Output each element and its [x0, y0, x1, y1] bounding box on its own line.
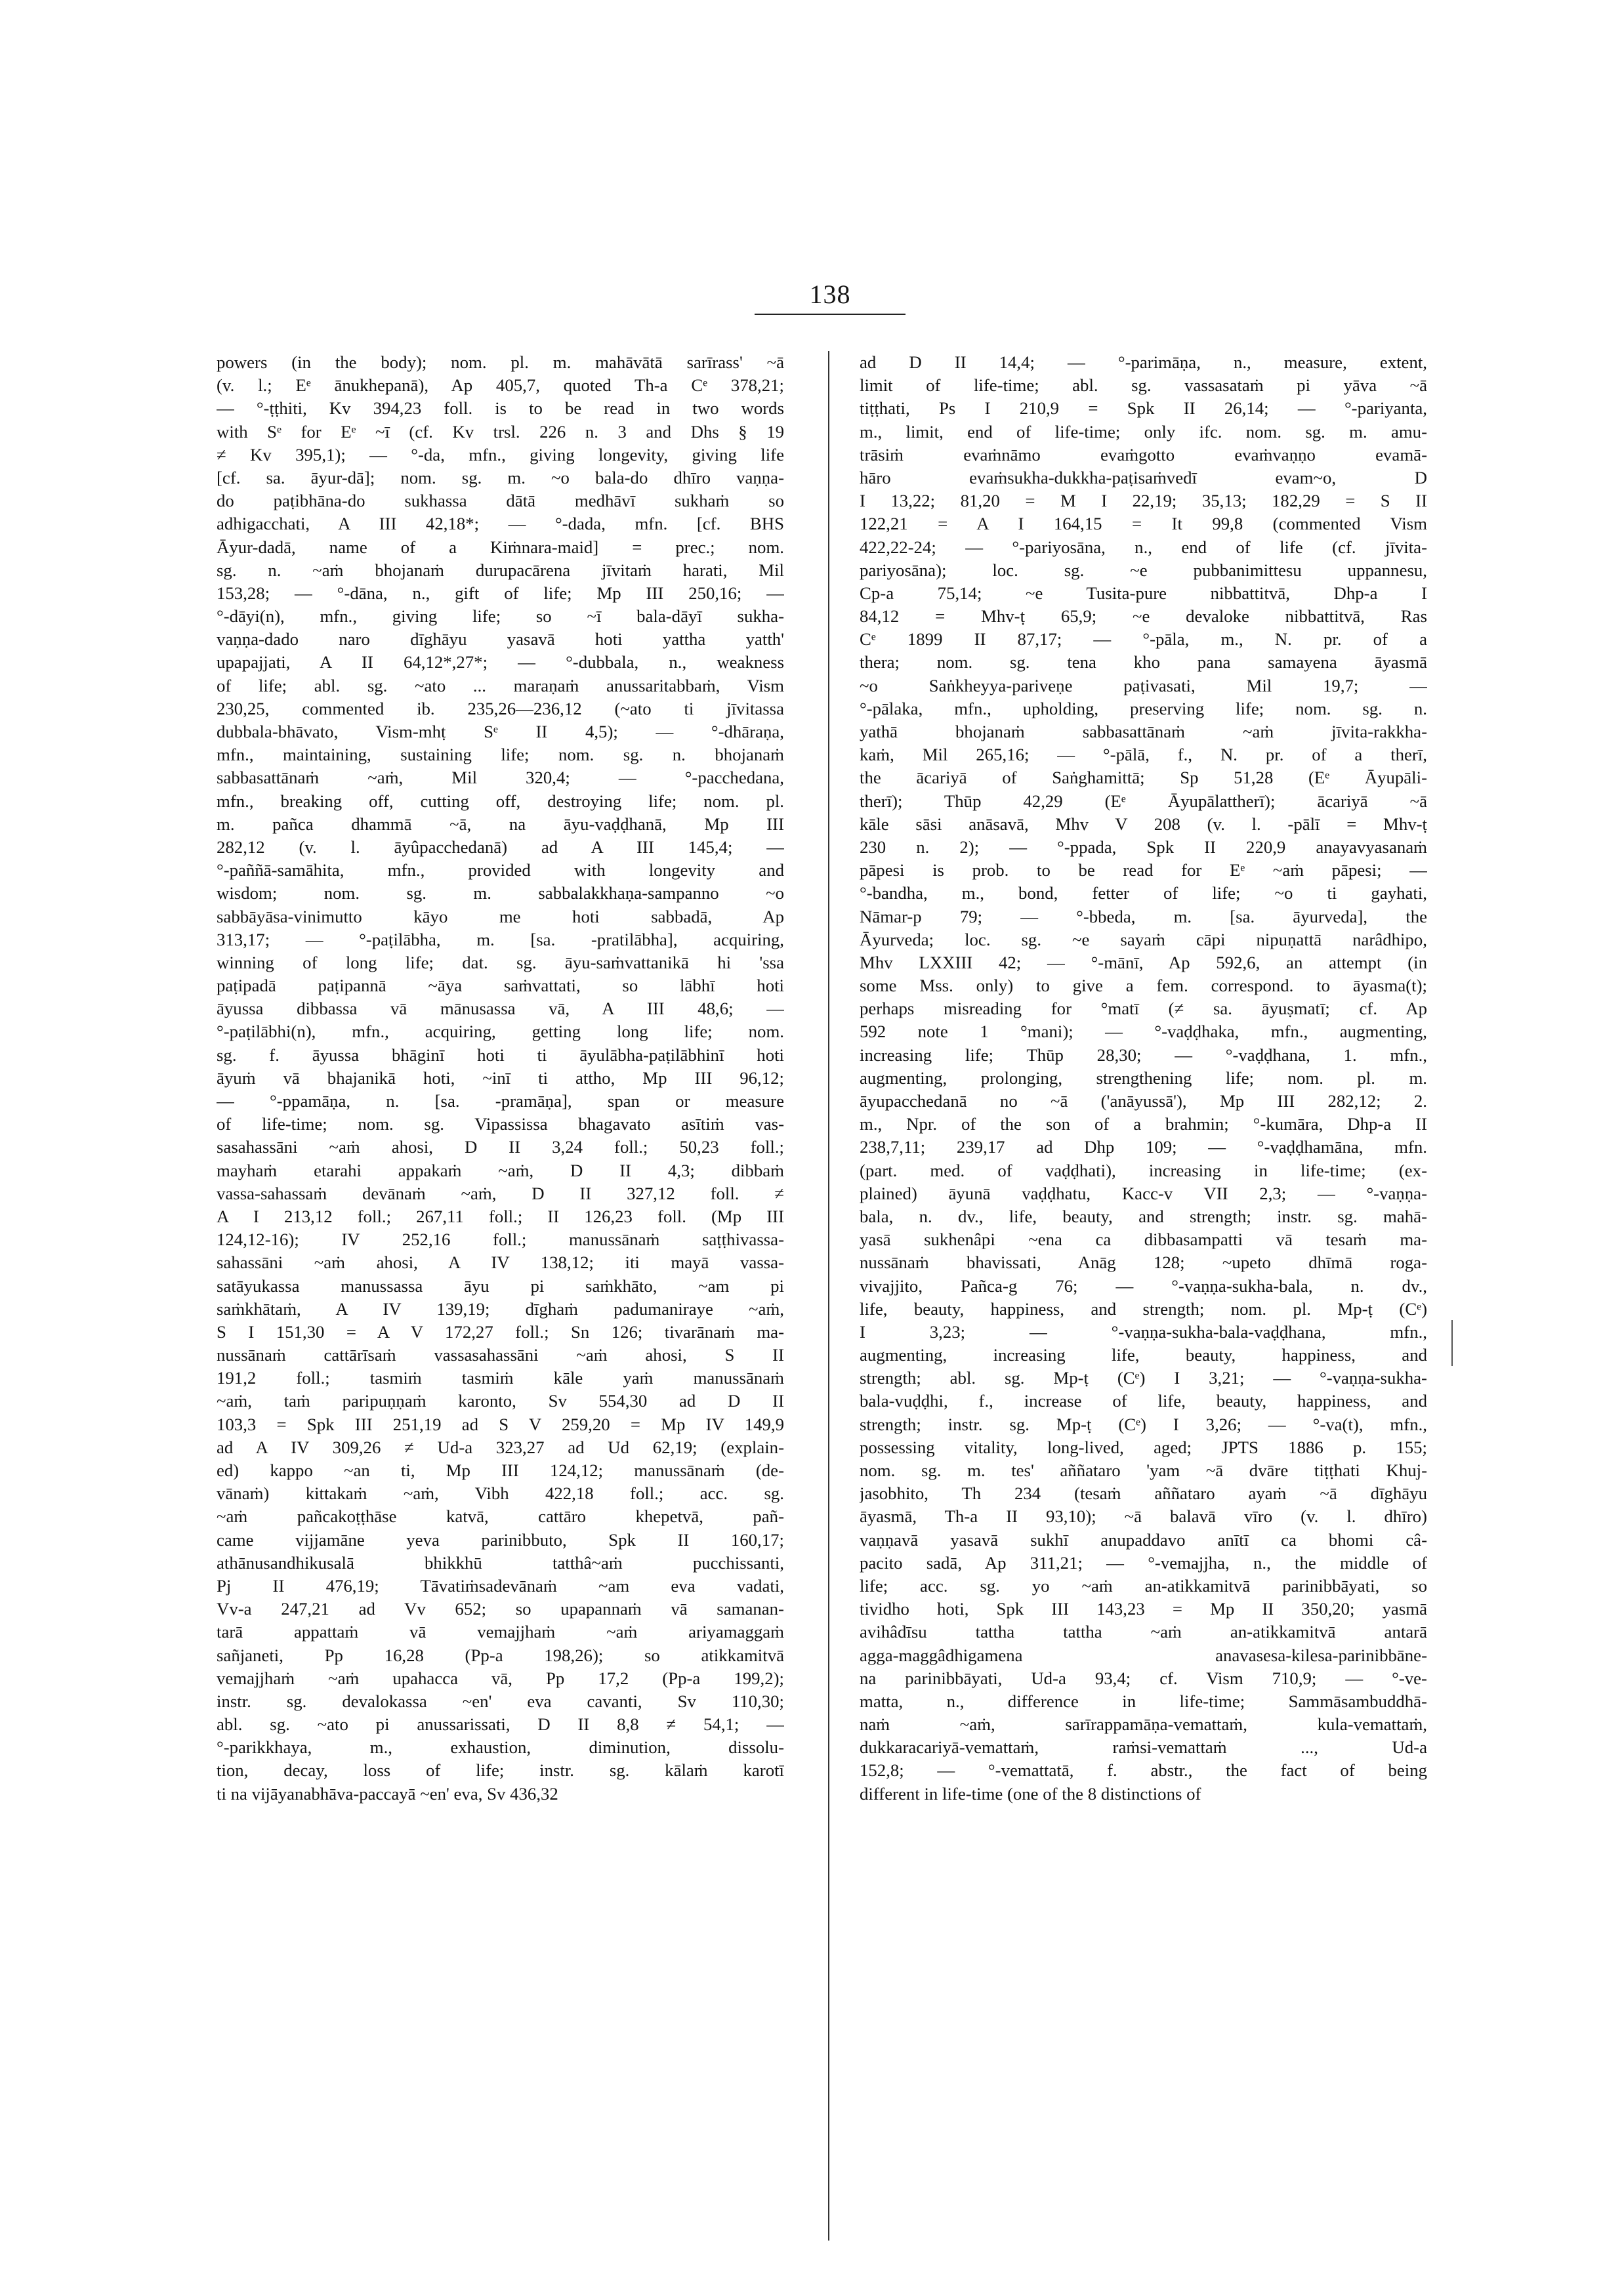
text-line: wisdom; nom. sg. m. sabbalakkhaṇa-sampanno ~o — [217, 883, 784, 903]
text-line: 230,25, commented ib. 235,26—236,12 (~ato ti jīvitassa — [217, 698, 784, 718]
text-line: sabbasattānaṁ ~aṁ, Mil 320,4; — °-pacchedana, — [217, 768, 784, 788]
text-line: (part. med. of vaḍḍhati), increasing in life-time; (ex- — [860, 1160, 1427, 1180]
text-line: of life; abl. sg. ~ato ... maraṇaṁ anussaritabbaṁ, Vism — [217, 675, 784, 695]
text-line: ad A IV 309,26 ≠ Ud-a 323,27 ad Ud 62,19; (explain- — [217, 1437, 784, 1457]
margin-mark — [1451, 1320, 1453, 1366]
text-line: 124,12-16); IV 252,16 foll.; manussānaṁ saṭṭhivassa- — [217, 1230, 784, 1250]
text-line: vemajjhaṁ ~aṁ upahacca vā, Pp 17,2 (Pp-a 199,2); — [217, 1668, 784, 1688]
text-line: 103,3 = Spk III 251,19 ad S V 259,20 = Mp IV 149,9 — [217, 1414, 784, 1434]
text-line: °-paññā-samāhita, mfn., provided with longevity and — [217, 860, 784, 880]
text-line: ~o Saṅkheyya-pariveṇe paṭivasati, Mil 19,7; — — [860, 675, 1427, 695]
text-line: tiṭṭhati, Ps I 210,9 = Spk II 26,14; — °-pariyanta, — [860, 398, 1427, 419]
text-line: pāpesi is prob. to be read for Eᵉ ~aṁ pāpesi; — — [860, 860, 1427, 880]
text-line: ~aṁ, taṁ paripuṇṇaṁ karonto, Sv 554,30 ad D II — [217, 1391, 784, 1411]
text-line: Āyurveda; loc. sg. ~e sayaṁ cāpi nipuṇattā narâdhipo, — [860, 929, 1427, 949]
text-line: augmenting, increasing life, beauty, happiness, and — [860, 1345, 1427, 1365]
text-line: paṭipadā paṭipannā ~āya saṁvattati, so lābhī hoti — [217, 976, 784, 996]
column-divider — [828, 351, 829, 2241]
text-line: sabbāyāsa-vinimutto kāyo me hoti sabbadā, Ap — [217, 906, 784, 926]
header-rule — [755, 314, 906, 315]
text-line: Pj II 476,19; Tāvatiṁsadevānaṁ ~am eva vadati, — [217, 1575, 784, 1596]
text-line: sahassāni ~aṁ ahosi, A IV 138,12; iti mayā vassa- — [217, 1252, 784, 1273]
text-line: therī); Thūp 42,29 (Eᵉ Āyupālattherī); ācariyā ~ā — [860, 791, 1427, 811]
text-line: ed) kappo ~an ti, Mp III 124,12; manussānaṁ (de- — [217, 1460, 784, 1480]
text-line: kaṁ, Mil 265,16; — °-pālā, f., N. pr. of a therī, — [860, 745, 1427, 765]
text-line: sañjaneti, Pp 16,28 (Pp-a 198,26); so atikkamitvā — [217, 1645, 784, 1665]
text-line: Cᵉ 1899 II 87,17; — °-pāla, m., N. pr. of a — [860, 629, 1427, 650]
text-line: perhaps misreading for °matī (≠ sa. āyuṣmatī; cf. Ap — [860, 999, 1427, 1019]
text-line: °-dāyi(n), mfn., giving life; so ~ī bala-dāyī sukha- — [217, 606, 784, 627]
text-line: tividho hoti, Spk III 143,23 = Mp II 350,20; yasmā — [860, 1599, 1427, 1619]
text-line: athānusandhikusalā bhikkhū tatthâ~aṁ pucchissanti, — [217, 1552, 784, 1573]
text-line: bala, n. dv., life, beauty, and strength; instr. sg. mahā- — [860, 1206, 1427, 1226]
text-line: 313,17; — °-paṭilābha, m. [sa. -pratilābha], acquiring, — [217, 929, 784, 949]
text-line: S I 151,30 = A V 172,27 foll.; Sn 126; tivarānaṁ ma- — [217, 1321, 784, 1342]
text-line: tion, decay, loss of life; instr. sg. kālaṁ karotī — [217, 1760, 784, 1781]
text-line: — °-ppamāṇa, n. [sa. -pramāṇa], span or measure — [217, 1091, 784, 1111]
text-line: increasing life; Thūp 28,30; — °-vaḍḍhana, 1. mfn., — [860, 1044, 1427, 1065]
text-line: life, beauty, happiness, and strength; nom. pl. Mp-ṭ (Cᵉ) — [860, 1298, 1427, 1319]
text-line: satāyukassa manussassa āyu pi saṁkhāto, ~am pi — [217, 1275, 784, 1296]
text-line: saṁkhātaṁ, A IV 139,19; dīghaṁ padumaniraye ~aṁ, — [217, 1298, 784, 1319]
text-line: nom. sg. m. tes' aññataro 'yam ~ā dvāre tiṭṭhati Khuj- — [860, 1460, 1427, 1480]
text-line: abl. sg. ~ato pi anussarissati, D II 8,8 ≠ 54,1; — — [217, 1714, 784, 1735]
text-line: dukkaracariyā-vemattaṁ, raṁsi-vemattaṁ ..., Ud-a — [860, 1737, 1427, 1758]
text-line: winning of long life; dat. sg. āyu-saṁvattanikā hi 'ssa — [217, 952, 784, 972]
text-line: thera; nom. sg. tena kho pana samayena āyasmā — [860, 652, 1427, 672]
page-number: 138 — [809, 279, 851, 309]
text-line: avihâdīsu tattha tattha ~aṁ an-atikkamitvā antarā — [860, 1622, 1427, 1642]
text-line: 84,12 = Mhv-ṭ 65,9; ~e devaloke nibbattitvā, Ras — [860, 606, 1427, 627]
text-line: pacito sadā, Ap 311,21; — °-vemajjha, n., the middle of — [860, 1552, 1427, 1573]
text-line: strength; abl. sg. Mp-ṭ (Cᵉ) I 3,21; — °-vaṇṇa-sukha- — [860, 1368, 1427, 1388]
text-line: yathā bhojanaṁ sabbasattānaṁ ~aṁ jīvita-rakkha- — [860, 722, 1427, 741]
text-line: 152,8; — °-vemattatā, f. abstr., the fact of being — [860, 1760, 1427, 1781]
text-line: mayhaṁ etarahi appakaṁ ~aṁ, D II 4,3; dibbaṁ — [217, 1160, 784, 1180]
text-line: ti na vijāyanabhāva-paccayā ~en' eva, Sv 436,32 — [217, 1783, 558, 1804]
text-line: trāsiṁ evaṁnāmo evaṁgotto evaṁvaṇṇo evamā- — [860, 444, 1427, 465]
text-line: dubbala-bhāvato, Vism-mhṭ Sᵉ II 4,5); — °-dhāraṇa, — [217, 722, 784, 741]
text-line: bala-vuḍḍhi, f., increase of life, beauty, happiness, and — [860, 1391, 1427, 1411]
text-line: agga-maggâdhigamena anavasesa-kilesa-parinibbāne- — [860, 1645, 1427, 1665]
text-line: nussānaṁ bhavissati, Anāg 128; ~upeto dhīmā roga- — [860, 1252, 1427, 1273]
text-line: — °-ṭṭhiti, Kv 394,23 foll. is to be read in two words — [217, 398, 784, 419]
text-line: °-bandha, m., bond, fetter of life; ~o ti gayhati, — [860, 883, 1427, 903]
text-line: ≠ Kv 395,1); — °-da, mfn., giving longevity, giving life — [217, 444, 784, 465]
text-line: Mhv LXXIII 42; — °-mānī, Ap 592,6, an attempt (in — [860, 952, 1427, 972]
text-line: possessing vitality, long-lived, aged; JPTS 1886 p. 155; — [860, 1437, 1427, 1457]
text-line: of life-time; nom. sg. Vipassissa bhagavato asītiṁ vas- — [217, 1114, 784, 1134]
text-line: yasā sukhenâpi ~ena ca dibbasampatti vā tesaṁ ma- — [860, 1230, 1427, 1250]
text-line: nussānaṁ cattārīsaṁ vassasahassāni ~aṁ ahosi, S II — [217, 1345, 784, 1365]
text-line: naṁ ~aṁ, sarīrappamāṇa-vemattaṁ, kula-vemattaṁ, — [860, 1714, 1427, 1735]
text-line: augmenting, prolonging, strengthening life; nom. pl. m. — [860, 1067, 1427, 1088]
text-line: mfn., breaking off, cutting off, destroying life; nom. pl. — [217, 791, 784, 811]
text-line: āyuṁ vā bhajanikā hoti, ~inī ti attho, Mp III 96,12; — [217, 1067, 784, 1088]
text-line: vassa-sahassaṁ devānaṁ ~aṁ, D II 327,12 foll. ≠ — [217, 1183, 784, 1203]
text-line: m., limit, end of life-time; only ifc. nom. sg. m. amu- — [860, 421, 1427, 442]
text-line: do paṭibhāna-do sukhassa dātā medhāvī sukhaṁ so — [217, 491, 784, 511]
text-line: āyupacchedanā no ~ā ('anāyussā'), Mp III 282,12; 2. — [860, 1091, 1427, 1111]
text-line: ad D II 14,4; — °-parimāṇa, n., measure, extent, — [860, 352, 1427, 372]
text-line: Āyur-dadā, name of a Kiṁnara-maid] = prec.; nom. — [217, 537, 784, 557]
text-line: powers (in the body); nom. pl. m. mahāvātā sarīrass' ~ā — [217, 352, 784, 372]
text-line: sg. n. ~aṁ bhojanaṁ durupacārena jīvitaṁ harati, Mil — [217, 560, 784, 580]
text-line: Vv-a 247,21 ad Vv 652; so upapannaṁ vā samanan- — [217, 1599, 784, 1619]
text-line: vaṇṇa-dado naro dīghāyu yasavā hoti yattha yatth' — [217, 629, 784, 650]
text-line: 191,2 foll.; tasmiṁ tasmiṁ kāle yaṁ manussānaṁ — [217, 1368, 784, 1388]
text-line: with Sᵉ for Eᵉ ~ī (cf. Kv trsl. 226 n. 3 and Dhs § 19 — [217, 421, 784, 442]
text-line: I 13,22; 81,20 = M I 22,19; 35,13; 182,29 = S II — [860, 491, 1427, 511]
text-line: 238,7,11; 239,17 ad Dhp 109; — °-vaḍḍhamāna, mfn. — [860, 1137, 1427, 1157]
text-line: vaṇṇavā yasavā sukhī anupaddavo anītī ca bhomi câ- — [860, 1529, 1427, 1550]
text-line: kāle sāsi anāsavā, Mhv V 208 (v. l. -pālī = Mhv-ṭ — [860, 814, 1427, 834]
text-line: came vijjamāne yeva parinibbuto, Spk II 160,17; — [217, 1529, 784, 1550]
text-line: hāro evaṁsukha-dukkha-paṭisaṁvedī evam~o, D — [860, 467, 1427, 487]
text-line: some Mss. only) to give a fem. correspond. to āyasma(t); — [860, 976, 1427, 996]
text-line: (v. l.; Eᵉ ānukhepanā), Ap 405,7, quoted Th-a Cᵉ 378,21; — [217, 375, 784, 396]
text-line: 422,22-24; — °-pariyosāna, n., end of life (cf. jīvita- — [860, 537, 1427, 557]
text-line: different in life-time (one of the 8 distinctions of — [860, 1783, 1201, 1804]
text-line: 592 note 1 °mani); — °-vaḍḍhaka, mfn., augmenting, — [860, 1022, 1427, 1042]
text-line: sg. f. āyussa bhāginī hoti ti āyulābha-paṭilābhinī hoti — [217, 1044, 784, 1065]
text-line: upapajjati, A II 64,12*,27*; — °-dubbala, n., weakness — [217, 652, 784, 672]
text-line: [cf. sa. āyur-dā]; nom. sg. m. ~o bala-do dhīro vaṇṇa- — [217, 467, 784, 487]
text-line: tarā appattaṁ vā vemajjhaṁ ~aṁ ariyamaggaṁ — [217, 1622, 784, 1642]
text-line: vānaṁ) kittakaṁ ~aṁ, Vibh 422,18 foll.; acc. sg. — [217, 1483, 784, 1504]
text-line: m. pañca dhammā ~ā, na āyu-vaḍḍhanā, Mp III — [217, 814, 784, 834]
text-line: vivajjito, Pañca-g 76; — °-vaṇṇa-sukha-bala, n. dv., — [860, 1275, 1427, 1296]
text-line: 230 n. 2); — °-ppada, Spk II 220,9 anayavyasanaṁ — [860, 837, 1427, 857]
text-line: I 3,23; — °-vaṇṇa-sukha-bala-vaḍḍhana, mfn., — [860, 1321, 1427, 1342]
text-line: °-parikkhaya, m., exhaustion, diminution, dissolu- — [217, 1737, 784, 1758]
text-line: A I 213,12 foll.; 267,11 foll.; II 126,23 foll. (Mp III — [217, 1206, 784, 1226]
text-line: instr. sg. devalokassa ~en' eva cavanti, Sv 110,30; — [217, 1691, 784, 1711]
text-line: 122,21 = A I 164,15 = It 99,8 (commented Vism — [860, 514, 1427, 534]
text-line: plained) āyunā vaḍḍhatu, Kacc-v VII 2,3; — °-vaṇṇa- — [860, 1183, 1427, 1203]
text-line: āyasmā, Th-a II 93,10); ~ā balavā vīro (v. l. dhīro) — [860, 1506, 1427, 1527]
text-line: jasobhito, Th 234 (tesaṁ aññataro ayaṁ ~ā dīghāyu — [860, 1483, 1427, 1504]
text-line: na parinibbāyati, Ud-a 93,4; cf. Vism 710,9; — °-ve- — [860, 1668, 1427, 1688]
text-line: life; acc. sg. yo ~aṁ an-atikkamitvā parinibbāyati, so — [860, 1575, 1427, 1596]
text-line: 153,28; — °-dāna, n., gift of life; Mp III 250,16; — — [217, 583, 784, 603]
text-line: adhigacchati, A III 42,18*; — °-dada, mfn. [cf. BHS — [217, 514, 784, 534]
text-line: the ācariyā of Saṅghamittā; Sp 51,28 (Eᵉ Āyupāli- — [860, 768, 1427, 788]
text-line: limit of life-time; abl. sg. vassasataṁ pi yāva ~ā — [860, 375, 1427, 396]
text-line: matta, n., difference in life-time; Sammāsambuddhā- — [860, 1691, 1427, 1711]
text-line: strength; instr. sg. Mp-ṭ (Cᵉ) I 3,26; — °-va(t), mfn., — [860, 1414, 1427, 1434]
text-line: sasahassāni ~aṁ ahosi, D II 3,24 foll.; 50,23 foll.; — [217, 1137, 784, 1157]
text-line: āyussa dibbassa vā mānusassa vā, A III 48,6; — — [217, 999, 784, 1019]
text-line: pariyosāna); loc. sg. ~e pubbanimittesu uppannesu, — [860, 560, 1427, 580]
text-line: mfn., maintaining, sustaining life; nom. sg. n. bhojanaṁ — [217, 745, 784, 765]
text-line: 282,12 (v. l. āyûpacchedanā) ad A III 145,4; — — [217, 837, 784, 857]
right-column — [860, 351, 1427, 2241]
text-line: Nāmar-p 79; — °-bbeda, m. [sa. āyurveda], the — [860, 906, 1427, 926]
text-line: °-pālaka, mfn., upholding, preserving life; nom. sg. n. — [860, 698, 1427, 718]
text-line: m., Npr. of the son of a brahmin; °-kumāra, Dhp-a II — [860, 1114, 1427, 1134]
text-line: Cp-a 75,14; ~e Tusita-pure nibbattitvā, Dhp-a I — [860, 583, 1427, 603]
text-line: °-paṭilābhi(n), mfn., acquiring, getting long life; nom. — [217, 1022, 784, 1042]
text-line: ~aṁ pañcakoṭṭhāse katvā, cattāro khepetvā, pañ- — [217, 1506, 784, 1527]
left-column — [217, 351, 784, 2241]
